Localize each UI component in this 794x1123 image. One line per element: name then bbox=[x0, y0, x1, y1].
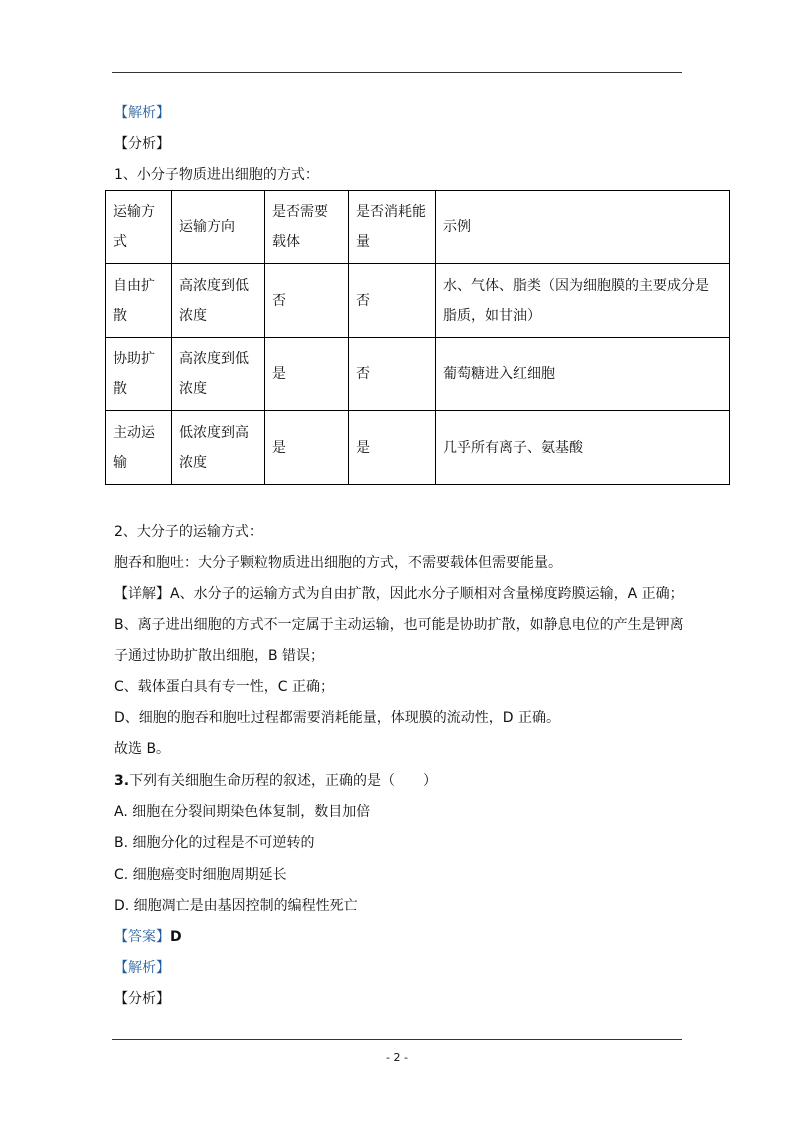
footer-rule bbox=[112, 1039, 682, 1040]
detail-a-text: A、水分子的运输方式为自由扩散，因此水分子顺相对含量梯度跨膜运输，A 正确； bbox=[170, 586, 684, 602]
table-header-cell: 是否需要载体 bbox=[265, 191, 349, 264]
detail-b-line-1: B、离子进出细胞的方式不一定属于主动运输，也可能是协助扩散，如静息电位的产生是钾离 bbox=[114, 617, 684, 633]
table-cell: 否 bbox=[349, 338, 436, 411]
table-row bbox=[106, 338, 730, 411]
conclusion-line: 故选 B。 bbox=[114, 741, 171, 757]
table-cell: 否 bbox=[265, 264, 349, 338]
breakdown-tag: 【分析】 bbox=[114, 136, 170, 152]
analysis-tag: 【解析】 bbox=[114, 105, 170, 121]
breakdown-tag-2: 【分析】 bbox=[114, 991, 170, 1007]
option-b: B. 细胞分化的过程是不可逆转的 bbox=[114, 835, 315, 851]
large-molecule-text: 胞吞和胞吐：大分子颗粒物质进出细胞的方式，不需要载体但需要能量。 bbox=[114, 555, 562, 571]
option-c: C. 细胞癌变时细胞周期延长 bbox=[114, 867, 287, 883]
answer-tag: 【答案】 bbox=[114, 929, 170, 945]
table-cell: 高浓度到低浓度 bbox=[172, 338, 265, 411]
detail-a-line bbox=[114, 584, 684, 604]
table-header-cell: 示例 bbox=[436, 191, 730, 264]
question-number: 3. bbox=[114, 773, 130, 789]
detail-d-line: D、细胞的胞吞和胞吐过程都需要消耗能量，体现膜的流动性，D 正确。 bbox=[114, 710, 561, 726]
question-3-stem bbox=[114, 771, 437, 791]
table-cell: 几乎所有离子、氨基酸 bbox=[436, 411, 730, 485]
table-cell: 是 bbox=[265, 411, 349, 485]
table-cell: 是 bbox=[349, 411, 436, 485]
table-cell: 协助扩散 bbox=[106, 338, 172, 411]
detail-b-line-2: 子通过协助扩散出细胞，B 错误； bbox=[114, 648, 325, 664]
option-d: D. 细胞凋亡是由基因控制的编程性死亡 bbox=[114, 898, 358, 914]
answer-value: D bbox=[170, 929, 182, 945]
transport-table bbox=[105, 190, 730, 485]
table-row bbox=[106, 411, 730, 485]
analysis-tag-2: 【解析】 bbox=[114, 960, 170, 976]
table-header-cell: 是否消耗能量 bbox=[349, 191, 436, 264]
table-cell: 是 bbox=[265, 338, 349, 411]
table-cell: 葡萄糖进入红细胞 bbox=[436, 338, 730, 411]
header-rule bbox=[112, 72, 682, 73]
detail-c-line: C、载体蛋白具有专一性，C 正确； bbox=[114, 679, 335, 695]
detail-tag: 【详解】 bbox=[114, 586, 170, 602]
table-header-cell: 运输方式 bbox=[106, 191, 172, 264]
table-header-row bbox=[106, 191, 730, 264]
question-text: 下列有关细胞生命历程的叙述，正确的是（ ） bbox=[129, 773, 438, 789]
table-row bbox=[106, 264, 730, 338]
table-cell: 自由扩散 bbox=[106, 264, 172, 338]
table-cell: 水、气体、脂类（因为细胞膜的主要成分是脂质，如甘油） bbox=[436, 264, 730, 338]
answer-line bbox=[114, 927, 182, 947]
table-cell: 否 bbox=[349, 264, 436, 338]
table-header-cell: 运输方向 bbox=[172, 191, 265, 264]
small-molecule-heading: 1、小分子物质进出细胞的方式： bbox=[114, 167, 319, 183]
table-cell: 主动运输 bbox=[106, 411, 172, 485]
table-cell: 低浓度到高浓度 bbox=[172, 411, 265, 485]
page-number: - 2 - bbox=[386, 1051, 408, 1064]
table-cell: 高浓度到低浓度 bbox=[172, 264, 265, 338]
large-molecule-heading: 2、大分子的运输方式： bbox=[114, 524, 263, 540]
option-a: A. 细胞在分裂间期染色体复制，数目加倍 bbox=[114, 804, 371, 820]
